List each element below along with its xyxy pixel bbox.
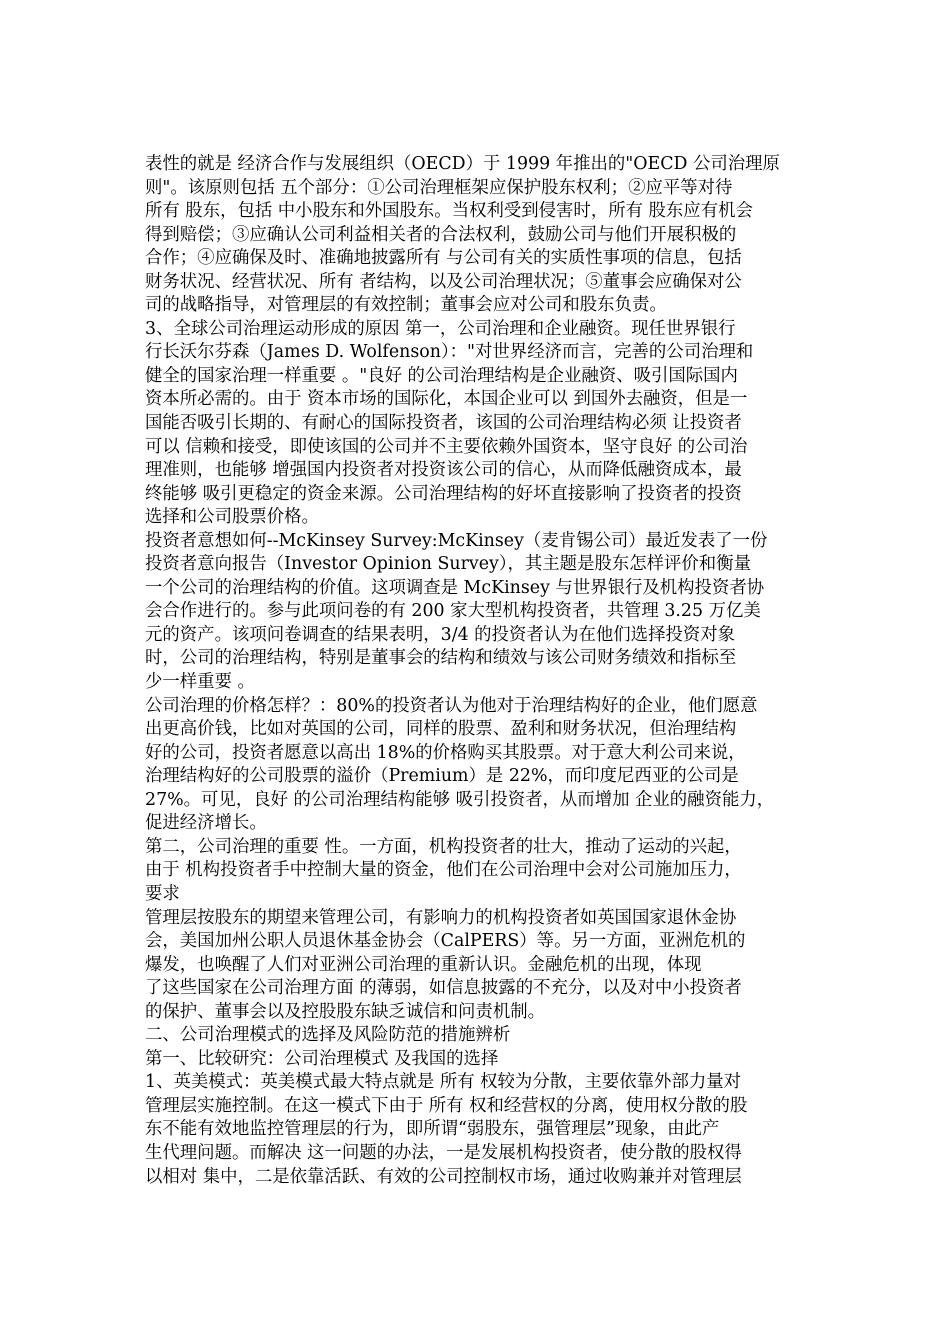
text-line: 由于 机构投资者手中控制大量的资金，他们在公司治理中会对公司施加压力， bbox=[145, 860, 742, 881]
text-line: 资本所必需的。由于 资本市场的国际化，本国企业可以 到国外去融资，但是一 bbox=[145, 389, 748, 410]
text-line: 健全的国家治理一样重要 。"良好 的公司治理结构是企业融资、吸引国际国内 bbox=[145, 365, 738, 386]
text-line: 国能否吸引长期的、有耐心的国际投资者，该国的公司治理结构必须 让投资者 bbox=[145, 413, 742, 434]
text-line: 少一样重要 。 bbox=[145, 672, 255, 693]
text-line: 投资者意向报告（Investor Opinion Survey），其主题是股东怎样评价和衡量 bbox=[145, 554, 751, 575]
text-line: 则"。该原则包括 五个部分：①公司治理框架应保护股东权利；②应平等对待 bbox=[145, 177, 733, 198]
text-line: 财务状况、经营状况、所有 者结构，以及公司治理状况；⑤董事会应确保对公 bbox=[145, 271, 742, 292]
text-line: 理准则，也能够 增强国内投资者对投资该公司的信心，从而降低融资成本，最 bbox=[145, 460, 742, 481]
text-line: 要求 bbox=[145, 883, 180, 904]
text-line: 1、英美模式：英美模式最大特点就是 所有 权较为分散，主要依靠外部力量对 bbox=[145, 1072, 742, 1093]
section-heading-line: 第一、比较研究：公司治理模式 及我国的选择 bbox=[145, 1048, 499, 1069]
section-heading-line: 二、公司治理模式的选择及风险防范的措施辨析 bbox=[145, 1025, 511, 1046]
text-line: 终能够 吸引更稳定的资金来源。公司治理结构的好坏直接影响了投资者的投资 bbox=[145, 483, 742, 504]
text-line: 生代理问题。而解决 这一问题的办法，一是发展机构投资者，使分散的股权得 bbox=[145, 1142, 742, 1163]
text-line: 可以 信赖和接受，即使该国的公司并不主要依赖外国资本，坚守良好 的公司治 bbox=[145, 436, 748, 457]
text-line: 行长沃尔芬森（James D. Wolfenson）："对世界经济而言，完善的公司治理和 bbox=[145, 342, 754, 363]
text-line: 第二，公司治理的重要 性。一方面，机构投资者的壮大，推动了运动的兴起， bbox=[145, 836, 742, 857]
text-line: 东不能有效地监控管理层的行为，即所谓“弱股东，强管理层”现象，由此产 bbox=[145, 1119, 720, 1140]
text-line: 表性的就是 经济合作与发展组织（OECD）于 1999 年推出的"OECD 公司治理原 bbox=[145, 154, 780, 174]
text-line: 好的公司，投资者愿意以高出 18%的价格购买其股票。对于意大利公司来说， bbox=[145, 742, 746, 763]
text-line: 27%。可见，良好 的公司治理结构能够 吸引投资者，从而增加 企业的融资能力， bbox=[145, 789, 775, 810]
text-line: 元的资产。该项问卷调查的结果表明，3/4 的投资者认为在他们选择投资对象 bbox=[145, 624, 736, 645]
text-line: 得到赔偿；③应确认公司利益相关者的合法权利，鼓励公司与他们开展积极的 bbox=[145, 224, 737, 245]
text-line: 合作；④应确保及时、准确地披露所有 与公司有关的实质性事项的信息，包括 bbox=[145, 248, 742, 269]
text-line: 以相对 集中，二是依靠活跃、有效的公司控制权市场，通过收购兼并对管理层 bbox=[145, 1166, 742, 1187]
text-line: 公司治理的价格怎样？：80%的投资者认为他对于治理结构好的企业，他们愿意 bbox=[145, 695, 758, 716]
text-line: 促进经济增长。 bbox=[145, 813, 267, 834]
text-line: 司的战略指导，对管理层的有效控制；董事会应对公司和股东负责。 bbox=[145, 295, 667, 316]
text-line: 爆发，也唤醒了人们对亚洲公司治理的重新认识。金融危机的出现，体现 bbox=[145, 954, 702, 975]
text-line: 时，公司的治理结构，特别是董事会的结构和绩效与该公司财务绩效和指标至 bbox=[145, 648, 737, 669]
text-line: 会，美国加州公职人员退休基金协会（CalPERS）等。另一方面，亚洲危机的 bbox=[145, 931, 746, 952]
text-line: 一个公司的治理结构的价值。这项调查是 McKinsey 与世界银行及机构投资者协 bbox=[145, 577, 765, 598]
text-line: 治理结构好的公司股票的溢价（Premium）是 22%，而印度尼西亚的公司是 bbox=[145, 766, 739, 787]
text-line: 管理层按股东的期望来管理公司，有影响力的机构投资者如英国国家退休金协 bbox=[145, 907, 737, 928]
text-line: 投资者意想如何--McKinsey Survey:McKinsey（麦肯锡公司）最近发表了一份 bbox=[145, 530, 768, 551]
text-line: 所有 股东，包括 中小股东和外国股东。当权利受到侵害时，所有 股东应有机会 bbox=[145, 201, 753, 222]
section-heading-line: 3、全球公司治理运动形成的原因 第一，公司治理和企业融资。现任世界银行 bbox=[145, 318, 736, 339]
text-line: 会合作进行的。参与此项问卷的有 200 家大型机构投资者，共管理 3.25 万亿美 bbox=[145, 601, 761, 622]
text-line: 出更高价钱，比如对英国的公司，同样的股票、盈利和财务状况，但治理结构 bbox=[145, 719, 737, 740]
text-line: 了这些国家在公司治理方面 的薄弱，如信息披露的不充分，以及对中小投资者 bbox=[145, 978, 742, 999]
text-line: 选择和公司股票价格。 bbox=[145, 507, 319, 528]
text-line: 的保护、董事会以及控股股东缺乏诚信和问责机制。 bbox=[145, 1001, 545, 1022]
text-line: 管理层实施控制。在这一模式下由于 所有 权和经营权的分离，使用权分散的股 bbox=[145, 1095, 748, 1116]
document-body bbox=[145, 153, 810, 1189]
